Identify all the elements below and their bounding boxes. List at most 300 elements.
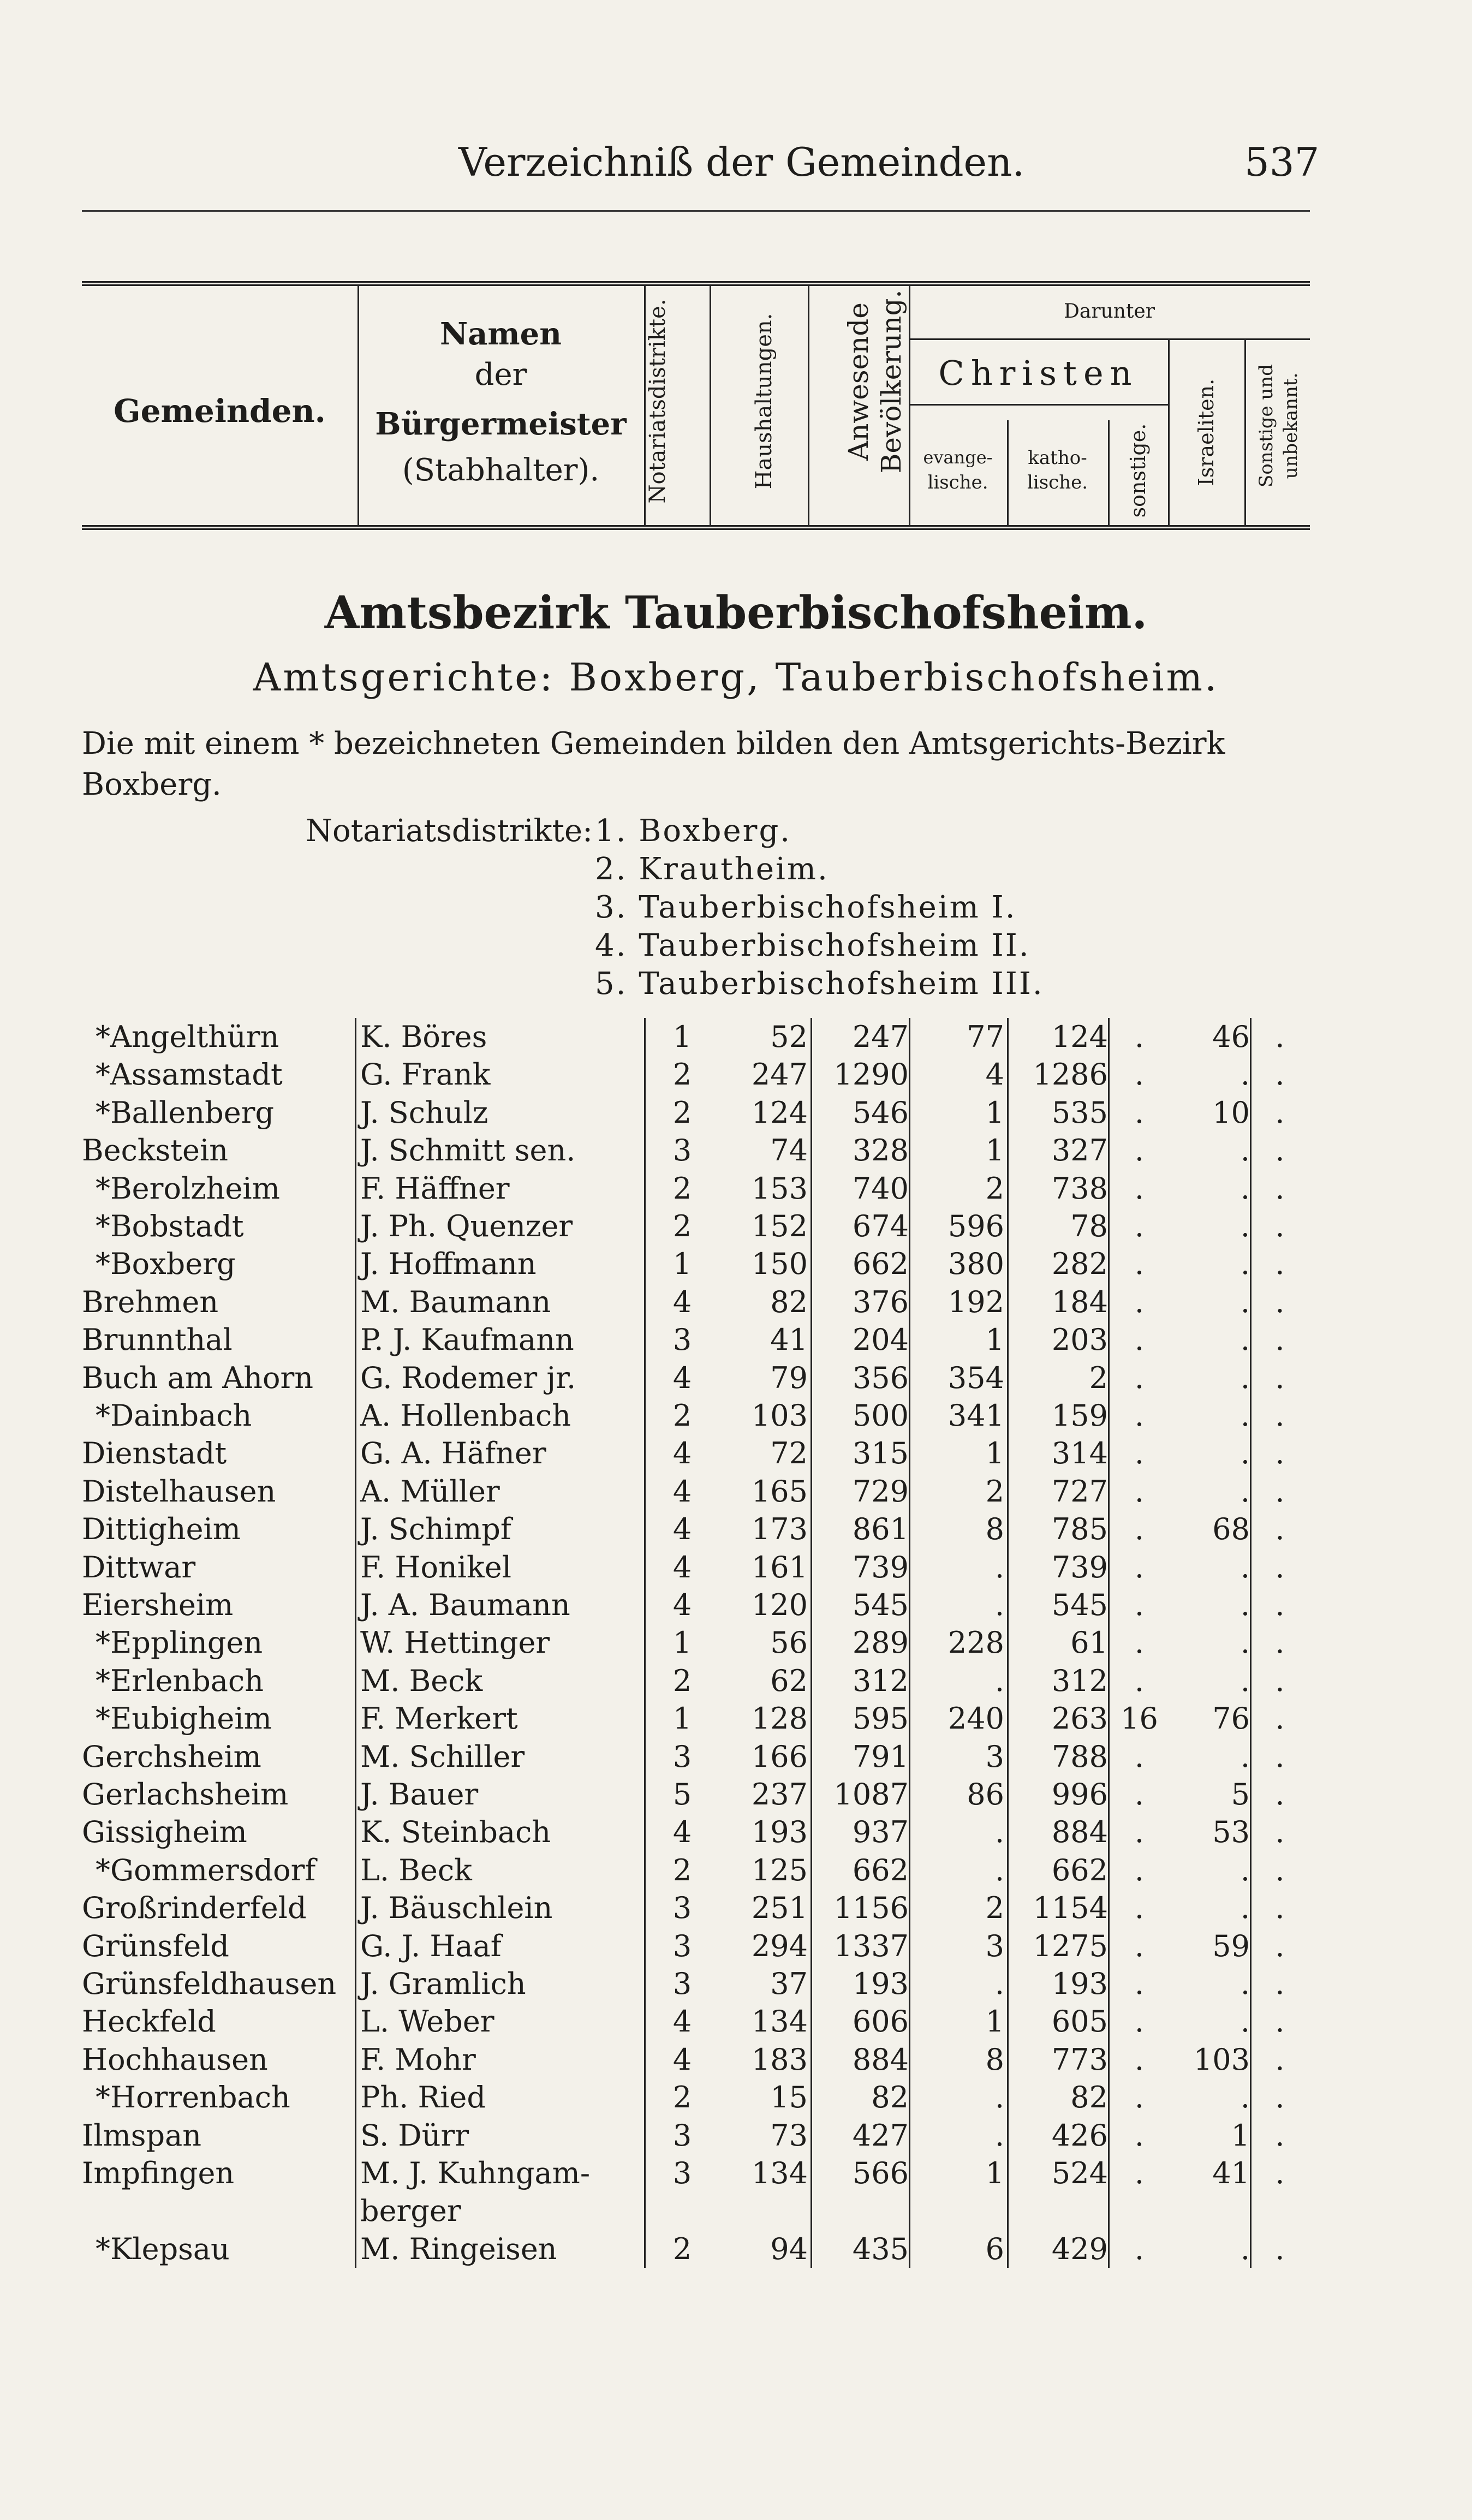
catholic-count: 788	[1051, 1739, 1108, 1774]
protestant-count: 1	[985, 2156, 1004, 2190]
israelite-count: .	[1240, 1967, 1250, 2001]
mayor-name: J. Bäuschlein	[360, 1891, 553, 1926]
israelite-count: .	[1240, 1663, 1250, 1698]
other-unknown-count: .	[1275, 1701, 1285, 1736]
mayor-name: F. Honikel	[360, 1550, 511, 1584]
other-christian-count: .	[1134, 2231, 1145, 2266]
other-unknown-count: .	[1275, 1550, 1285, 1584]
households-count: 152	[751, 1209, 808, 1243]
mayor-name: J. Hoffmann	[360, 1247, 537, 1282]
population-count: 356	[852, 1360, 909, 1395]
households-count: 56	[770, 1625, 808, 1660]
protestant-count: 77	[967, 1020, 1004, 1054]
households-count: 72	[770, 1436, 808, 1471]
other-christian-count: .	[1134, 2118, 1145, 2153]
other-christian-count: .	[1134, 2080, 1145, 2115]
protestant-count: 8	[985, 2042, 1004, 2077]
households-count: 120	[751, 1588, 808, 1622]
population-count: 739	[852, 1550, 909, 1584]
col-katholisch-l1: katho-	[1028, 447, 1087, 469]
protestant-count: .	[994, 1815, 1004, 1850]
table-row	[0, 2042, 1472, 2078]
section-title: Amtsbezirk Tauberbischofsheim.	[324, 587, 1148, 639]
mayor-name: M. Baumann	[360, 1284, 551, 1319]
households-count: 294	[751, 1928, 808, 1963]
israelite-count: 1	[1231, 2118, 1250, 2153]
households-count: 124	[751, 1095, 808, 1130]
mayor-name: A. Müller	[360, 1474, 500, 1509]
israelite-count: .	[1240, 2080, 1250, 2115]
col-namen-l1: Namen	[439, 316, 562, 352]
households-count: 37	[770, 1967, 808, 2001]
col-katholisch-l2: lische.	[1027, 472, 1088, 493]
table-row	[0, 1815, 1472, 1851]
protestant-count: 380	[947, 1247, 1004, 1282]
other-christian-count: .	[1134, 1891, 1145, 1926]
table-row	[0, 1929, 1472, 1965]
population-count: 328	[852, 1133, 909, 1168]
notariat-district: 2	[672, 2231, 692, 2266]
other-christian-count: .	[1134, 1663, 1145, 1698]
households-count: 134	[751, 2004, 808, 2039]
mayor-name: P. J. Kaufmann	[360, 1322, 574, 1357]
mayor-name: A. Hollenbach	[360, 1398, 571, 1433]
table-row	[0, 1550, 1472, 1586]
population-count: 791	[852, 1739, 909, 1774]
table-row	[0, 1967, 1472, 2003]
other-unknown-count: .	[1275, 1020, 1285, 1054]
protestant-count: 1	[985, 1436, 1004, 1471]
header-top-rule	[82, 281, 1310, 286]
population-count: 435	[852, 2231, 909, 2266]
mayor-name: J. Gramlich	[360, 1967, 526, 2001]
table-row	[0, 1777, 1472, 1813]
mayor-name: M. Ringeisen	[360, 2231, 557, 2266]
catholic-count: 61	[1070, 1625, 1108, 1660]
running-header-title: Verzeichniß der Gemeinden.	[458, 139, 1025, 185]
mayor-name: K. Steinbach	[360, 1815, 551, 1850]
catholic-count: 1286	[1033, 1057, 1108, 1092]
israelite-count: .	[1240, 1436, 1250, 1471]
table-row	[0, 1322, 1472, 1359]
notariat-district: 3	[672, 1967, 692, 2001]
municipality-name: Distelhausen	[82, 1474, 276, 1509]
darunter-rule	[909, 338, 1310, 340]
catholic-count: 312	[1051, 1663, 1108, 1698]
mayor-name: M. Schiller	[360, 1739, 525, 1774]
table-row	[0, 2118, 1472, 2154]
col-namen-l3: Bürgermeister	[375, 406, 627, 442]
israelite-count: .	[1240, 1625, 1250, 1660]
catholic-count: 124	[1051, 1020, 1108, 1054]
municipality-name: Gissigheim	[82, 1815, 247, 1850]
col-notariat: Notariatsdistrikte.	[645, 299, 670, 504]
other-unknown-count: .	[1275, 1209, 1285, 1243]
catholic-count: 78	[1070, 1209, 1108, 1243]
other-christian-count: .	[1134, 2156, 1145, 2190]
israelite-count: .	[1240, 1247, 1250, 1282]
catholic-count: 996	[1051, 1777, 1108, 1812]
other-christian-count: .	[1134, 1588, 1145, 1622]
col-christen: Christen	[938, 353, 1139, 393]
notariat-district: 2	[672, 1663, 692, 1698]
mayor-name: L. Beck	[360, 1852, 472, 1887]
other-christian-count: .	[1134, 1550, 1145, 1584]
municipality-name: Eiersheim	[82, 1588, 234, 1622]
israelite-count: .	[1240, 1209, 1250, 1243]
israelite-count: .	[1240, 1284, 1250, 1319]
mayor-name: J. Schmitt sen.	[360, 1133, 576, 1168]
municipality-name: Grünsfeldhausen	[82, 1967, 337, 2001]
israelite-count: 46	[1212, 1020, 1250, 1054]
other-christian-count: .	[1134, 1436, 1145, 1471]
population-count: 674	[852, 1209, 909, 1243]
municipality-name: Großrinderfeld	[82, 1891, 307, 1926]
other-christian-count: 16	[1121, 1701, 1158, 1736]
protestant-count: 354	[947, 1360, 1004, 1395]
other-unknown-count: .	[1275, 1398, 1285, 1433]
municipality-name: Grünsfeld	[82, 1928, 229, 1963]
israelite-count: 41	[1212, 2156, 1250, 2190]
municipality-name: Impfingen	[82, 2156, 235, 2190]
notariat-item: 3. Tauberbischofsheim I.	[595, 890, 1017, 925]
other-christian-count: .	[1134, 1171, 1145, 1206]
table-row	[0, 1133, 1472, 1169]
municipality-name: *Angelthürn	[96, 1020, 279, 1054]
notariat-district: 1	[672, 1701, 692, 1736]
notariat-district: 2	[672, 1171, 692, 1206]
notariat-district: 3	[672, 2156, 692, 2190]
other-christian-count: .	[1134, 1739, 1145, 1774]
population-count: 376	[852, 1284, 909, 1319]
table-row	[0, 1853, 1472, 1889]
protestant-count: 240	[947, 1701, 1004, 1736]
other-unknown-count: .	[1275, 2042, 1285, 2077]
table-row	[0, 1057, 1472, 1093]
israelite-count: 53	[1212, 1815, 1250, 1850]
catholic-count: 159	[1051, 1398, 1108, 1433]
protestant-count: 596	[947, 1209, 1004, 1243]
protestant-count: 2	[985, 1171, 1004, 1206]
table-row	[0, 2232, 1472, 2268]
israelite-count: 59	[1212, 1928, 1250, 1963]
households-count: 52	[770, 1020, 808, 1054]
other-christian-count: .	[1134, 1284, 1145, 1319]
table-row	[0, 1625, 1472, 1661]
mayor-name: J. Ph. Quenzer	[360, 1209, 573, 1243]
municipality-name: Beckstein	[82, 1133, 229, 1168]
col-namen-l2: der	[474, 357, 527, 392]
protestant-count: 1	[985, 1095, 1004, 1130]
municipality-name: Dittwar	[82, 1550, 196, 1584]
table-row	[0, 2004, 1472, 2040]
mayor-name: G. A. Häfner	[360, 1436, 546, 1471]
mayor-name: M. J. Kuhngam-	[360, 2156, 591, 2190]
catholic-count: 327	[1051, 1133, 1108, 1168]
col-evangelisch-l1: evange-	[923, 447, 993, 468]
municipality-name: *Erlenbach	[96, 1663, 264, 1698]
catholic-count: 738	[1051, 1171, 1108, 1206]
municipality-name: *Epplingen	[96, 1625, 263, 1660]
households-count: 153	[751, 1171, 808, 1206]
notariat-item: 2. Krautheim.	[595, 851, 829, 887]
table-row	[0, 1095, 1472, 1131]
municipality-name: *Eubigheim	[96, 1701, 272, 1736]
municipality-name: Hochhausen	[82, 2042, 268, 2077]
table-row	[0, 1020, 1472, 1056]
municipality-name: Gerchsheim	[82, 1739, 261, 1774]
municipality-name: *Boxberg	[96, 1247, 236, 1282]
notariat-district: 3	[672, 1133, 692, 1168]
col-sonstige-unbekannt-l1: Sonstige und	[1255, 364, 1277, 487]
notariat-district: 5	[672, 1777, 692, 1812]
israelite-count: 76	[1212, 1701, 1250, 1736]
israelite-count: .	[1240, 1398, 1250, 1433]
mayor-name: K. Böres	[360, 1020, 487, 1054]
other-unknown-count: .	[1275, 1284, 1285, 1319]
households-count: 74	[770, 1133, 808, 1168]
israelite-count: 68	[1212, 1512, 1250, 1547]
col-divider	[1168, 338, 1170, 525]
other-christian-count: .	[1134, 1928, 1145, 1963]
israelite-count: .	[1240, 1360, 1250, 1395]
notariat-item: 1. Boxberg.	[595, 813, 792, 849]
notariat-district: 2	[672, 2080, 692, 2115]
households-count: 73	[770, 2118, 808, 2153]
other-unknown-count: .	[1275, 1171, 1285, 1206]
protestant-count: .	[994, 1663, 1004, 1698]
mayor-name: J. Schimpf	[360, 1512, 511, 1547]
other-christian-count: .	[1134, 1247, 1145, 1282]
population-count: 312	[852, 1663, 909, 1698]
col-bevoelkerung-l1: Anwesende	[843, 302, 874, 461]
protestant-count: .	[994, 1550, 1004, 1584]
israelite-count: .	[1240, 1550, 1250, 1584]
catholic-count: 535	[1051, 1095, 1108, 1130]
other-unknown-count: .	[1275, 1247, 1285, 1282]
other-unknown-count: .	[1275, 1625, 1285, 1660]
households-count: 173	[751, 1512, 808, 1547]
population-count: 662	[852, 1247, 909, 1282]
israelite-count: .	[1240, 1891, 1250, 1926]
households-count: 161	[751, 1550, 808, 1584]
municipality-name: Brunnthal	[82, 1322, 233, 1357]
municipality-name: Ilmspan	[82, 2118, 202, 2153]
other-christian-count: .	[1134, 1967, 1145, 2001]
other-christian-count: .	[1134, 1474, 1145, 1509]
other-unknown-count: .	[1275, 1663, 1285, 1698]
population-count: 193	[852, 1967, 909, 2001]
municipality-name: Heckfeld	[82, 2004, 216, 2039]
municipality-name: *Klepsau	[96, 2231, 230, 2266]
notariat-label: Notariatsdistrikte:	[306, 813, 593, 849]
municipality-name: Buch am Ahorn	[82, 1360, 314, 1395]
other-unknown-count: .	[1275, 1322, 1285, 1357]
mayor-name: F. Häffner	[360, 1171, 510, 1206]
mayor-name: G. J. Haaf	[360, 1928, 502, 1963]
protestant-count: .	[994, 1588, 1004, 1622]
municipality-name: *Gommersdorf	[96, 1852, 316, 1887]
col-evangelisch-l2: lische.	[927, 472, 988, 493]
other-unknown-count: .	[1275, 1512, 1285, 1547]
notariat-district: 4	[672, 1512, 692, 1547]
mayor-name: J. A. Baumann	[360, 1588, 570, 1622]
households-count: 237	[751, 1777, 808, 1812]
municipality-name: Brehmen	[82, 1284, 219, 1319]
other-unknown-count: .	[1275, 1852, 1285, 1887]
households-count: 62	[770, 1663, 808, 1698]
households-count: 134	[751, 2156, 808, 2190]
header-rule	[82, 210, 1310, 212]
population-count: 662	[852, 1852, 909, 1887]
other-unknown-count: .	[1275, 1967, 1285, 2001]
col-sonstige: sonstige.	[1126, 423, 1150, 518]
catholic-count: 429	[1051, 2231, 1108, 2266]
protestant-count: 4	[985, 1057, 1004, 1092]
population-count: 427	[852, 2118, 909, 2153]
mayor-name: L. Weber	[360, 2004, 494, 2039]
table-row	[0, 1701, 1472, 1737]
mayor-name: G. Rodemer jr.	[360, 1360, 576, 1395]
households-count: 150	[751, 1247, 808, 1282]
notariat-district: 2	[672, 1095, 692, 1130]
population-count: 315	[852, 1436, 909, 1471]
protestant-count: 3	[985, 1928, 1004, 1963]
table-row	[0, 1436, 1472, 1472]
notariat-district: 4	[672, 2042, 692, 2077]
other-christian-count: .	[1134, 1398, 1145, 1433]
municipality-name: *Dainbach	[96, 1398, 252, 1433]
protestant-count: 3	[985, 1739, 1004, 1774]
municipality-name: *Ballenberg	[96, 1095, 275, 1130]
other-christian-count: .	[1134, 1322, 1145, 1357]
col-israeliten: Israeliten.	[1194, 378, 1218, 486]
catholic-count: 314	[1051, 1436, 1108, 1471]
households-count: 128	[751, 1701, 808, 1736]
section-subtitle: Amtsgerichte: Boxberg, Tauberbischofsheim.	[253, 655, 1219, 700]
israelite-count: 5	[1231, 1777, 1250, 1812]
notariat-district: 3	[672, 1322, 692, 1357]
population-count: 1156	[833, 1891, 909, 1926]
mayor-name: F. Mohr	[360, 2042, 476, 2077]
other-unknown-count: .	[1275, 2156, 1285, 2190]
protestant-count: 6	[985, 2231, 1004, 2266]
other-christian-count: .	[1134, 1209, 1145, 1243]
population-count: 595	[852, 1701, 909, 1736]
israelite-count: .	[1240, 1739, 1250, 1774]
other-unknown-count: .	[1275, 2004, 1285, 2039]
israelite-count: .	[1240, 1322, 1250, 1357]
catholic-count: 263	[1051, 1701, 1108, 1736]
other-unknown-count: .	[1275, 1777, 1285, 1812]
other-christian-count: .	[1134, 1852, 1145, 1887]
population-count: 500	[852, 1398, 909, 1433]
col-namen-l4: (Stabhalter).	[402, 452, 600, 488]
population-count: 289	[852, 1625, 909, 1660]
mayor-name: W. Hettinger	[360, 1625, 550, 1660]
notariat-district: 3	[672, 1928, 692, 1963]
catholic-count: 282	[1051, 1247, 1108, 1282]
mayor-name: S. Dürr	[360, 2118, 469, 2153]
notariat-district: 3	[672, 1891, 692, 1926]
population-count: 740	[852, 1171, 909, 1206]
protestant-count: 2	[985, 1891, 1004, 1926]
table-row	[0, 1247, 1472, 1283]
catholic-count: 426	[1051, 2118, 1108, 2153]
municipality-name: *Assamstadt	[96, 1057, 283, 1092]
catholic-count: 884	[1051, 1815, 1108, 1850]
protestant-count: 228	[947, 1625, 1004, 1660]
notariat-district: 4	[672, 1588, 692, 1622]
other-unknown-count: .	[1275, 2080, 1285, 2115]
municipality-name: Dittigheim	[82, 1512, 241, 1547]
notariat-district: 4	[672, 1815, 692, 1850]
christen-rule	[909, 404, 1168, 406]
other-christian-count: .	[1134, 1360, 1145, 1395]
population-count: 1337	[833, 1928, 909, 1963]
table-row	[0, 1474, 1472, 1510]
notariat-district: 2	[672, 1209, 692, 1243]
notariat-district: 3	[672, 2118, 692, 2153]
other-christian-count: .	[1134, 1095, 1145, 1130]
other-unknown-count: .	[1275, 1360, 1285, 1395]
table-row	[0, 1891, 1472, 1927]
catholic-count: 82	[1070, 2080, 1108, 2115]
protestant-count: 2	[985, 1474, 1004, 1509]
other-unknown-count: .	[1275, 1095, 1285, 1130]
israelite-count: .	[1240, 1133, 1250, 1168]
col-divider	[710, 286, 711, 525]
notariat-district: 1	[672, 1020, 692, 1054]
notariat-district: 1	[672, 1247, 692, 1282]
households-count: 165	[751, 1474, 808, 1509]
other-unknown-count: .	[1275, 1739, 1285, 1774]
catholic-count: 785	[1051, 1512, 1108, 1547]
notariat-district: 2	[672, 1057, 692, 1092]
mayor-name: J. Schulz	[360, 1095, 488, 1130]
other-christian-count: .	[1134, 1512, 1145, 1547]
catholic-count: 662	[1051, 1852, 1108, 1887]
municipality-name: Dienstadt	[82, 1436, 227, 1471]
notariat-district: 4	[672, 1474, 692, 1509]
israelite-count: .	[1240, 2004, 1250, 2039]
population-count: 861	[852, 1512, 909, 1547]
other-christian-count: .	[1134, 1777, 1145, 1812]
catholic-count: 1154	[1033, 1891, 1108, 1926]
protestant-count: .	[994, 1852, 1004, 1887]
population-count: 1290	[833, 1057, 909, 1092]
notariat-district: 1	[672, 1625, 692, 1660]
population-count: 884	[852, 2042, 909, 2077]
other-unknown-count: .	[1275, 2231, 1285, 2266]
population-count: 546	[852, 1095, 909, 1130]
households-count: 15	[770, 2080, 808, 2115]
population-count: 606	[852, 2004, 909, 2039]
catholic-count: 773	[1051, 2042, 1108, 2077]
israelite-count: 10	[1212, 1095, 1250, 1130]
notariat-district: 2	[672, 1398, 692, 1433]
israelite-count: .	[1240, 2231, 1250, 2266]
municipality-name: *Horrenbach	[96, 2080, 290, 2115]
mayor-name-continued: berger	[360, 2194, 461, 2229]
catholic-count: 605	[1051, 2004, 1108, 2039]
table-row	[0, 1171, 1472, 1207]
protestant-count: .	[994, 1967, 1004, 2001]
population-count: 1087	[833, 1777, 909, 1812]
israelite-count: .	[1240, 1852, 1250, 1887]
other-unknown-count: .	[1275, 1891, 1285, 1926]
col-bevoelkerung-l2: Bevölkerung.	[875, 289, 907, 474]
